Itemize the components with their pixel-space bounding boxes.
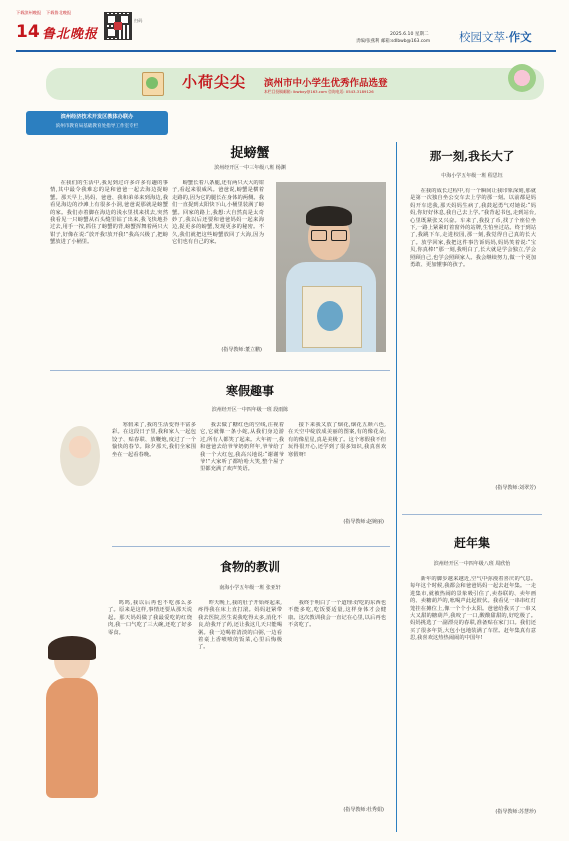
article-body-growup: [410, 188, 536, 480]
banner-subtitle: 滨州市中小学生优秀作品选登: [264, 78, 388, 89]
side-label-line1: 滨州经济技术开发区教体办联办: [60, 114, 134, 120]
banner-title: 小荷尖尖: [182, 73, 247, 91]
teacher-crab: (指导教师:董立鹏): [221, 347, 262, 353]
section-subname: 作文: [508, 30, 532, 44]
divider: [50, 370, 390, 371]
paragraph: 我去做了糖红色的空线,注视着它,它就像一条小蛇,从我们身边游过,所有人都笑了起来。大年初一,我和爸爸去给爷爷奶奶拜年,爷爷给了我一个大红包,我高兴地说:“谢谢爷爷!”大家听了都哈哈大笑,整个屋子里都充满了欢声笑语。: [200, 422, 284, 473]
divider: [112, 546, 390, 547]
student-photo: [276, 182, 386, 352]
article-title-market: 赶年集: [453, 536, 490, 550]
section-name: 校园文萃: [459, 30, 505, 44]
article-body-cold-col3: [288, 422, 386, 512]
article-body-food-col3: [288, 600, 386, 800]
paragraph: 新年的脚步越来越近,空气中弥漫着喜庆的气息。每年这个时候,我都会和爸爸妈妈一起去赶年集。一走进集市,就被热闹的景象吸引住了,卖春联的、卖年画的、卖糖葫芦的,吆喝声此起彼伏。我看见一串串红灯笼挂在摊位上,像一个个小太阳。爸爸给我买了一串又大又甜的糖葫芦,我咬了一口,酸酸甜甜的,好吃极了。妈妈挑选了一副漂亮的春联,准备贴在家门口。我们还买了很多年货,大包小包地装满了车筐。赶年集真有意思,我喜欢这热热闹闹的中国年!: [410, 576, 536, 642]
paragraph: 昨天晚上,我的肚子开始疼起来,疼得我在床上直打滚。妈妈赶紧带我去医院,医生说我吃得太多,消化不良,给我开了药,还让我这几天只能喝粥。我一边喝着清淡的白粥,一边看着桌上香喷喷的饭菜,心里后悔极了。: [198, 600, 282, 651]
book-icon: [142, 72, 164, 96]
glasses-icon: [311, 230, 347, 239]
held-book: [302, 286, 362, 348]
teacher-growup: (指导教师:刘翠芳): [495, 485, 536, 491]
teacher-cold: (指导教师:赵婉丽): [343, 519, 384, 525]
section-title: [459, 29, 532, 45]
children-illustration: [50, 420, 110, 492]
girl-illustration: [40, 640, 104, 824]
divider: [402, 514, 542, 515]
paragraph: 我终于明白了一个道理:好吃的东西也不能多吃,吃饭要适量,这样身体才会健康。这次教训我会一直记在心里,以后再也不贪吃了。: [288, 600, 386, 629]
issue-date: 2025.6.10 星期二: [390, 32, 429, 37]
masthead: [16, 8, 556, 52]
teacher-food: (指导教师:杜秀娟): [343, 807, 384, 813]
download-slogan-bottom: 下载鲁北晚报: [46, 10, 72, 15]
teacher-market: (指导教师:苏慧珍): [495, 809, 536, 815]
article-title-crab: 捉螃蟹: [230, 146, 270, 161]
article-body-crab-col1: [50, 180, 168, 330]
article-byline-growup: 中海小学五年级一班 程思钰: [441, 173, 503, 179]
qr-label: 扫码: [134, 18, 143, 23]
article-body-food-col2: [198, 600, 282, 810]
student-hair: [306, 206, 352, 226]
paragraph: 寒假来了,我的生活变得丰富多彩。在这段日子里,我和家人一起包饺子、贴春联、放鞭炮,度过了一个愉快的春节。除夕那天,我们全家围坐在一起看春晚。: [112, 422, 196, 458]
paragraph: 在我们的生活中,我见到过许多许多有趣的事情,其中最令我难忘的是和爸爸一起去海边捉螃蟹。那天早上,妈妈、爸爸、我和弟弟来到海边,我看见海边的沙滩上有很多小洞,爸爸说那就是螃蟹的家。我们赤着脚在海边的浅水里找来找去,突然我看见一只螃蟹从石头缝里钻了出来,我飞快地扑过去,用手一按,抓住了螃蟹的背,螃蟹挥舞着两只大钳子,好像在说:“放开我!放开我!”我高兴极了,把螃蟹放进了小桶里。: [50, 180, 168, 246]
paragraph: 螃蟹长着八条腿,还有两只大大的钳子,看起来很威风。爸爸说,螃蟹是横着走路的,因为它的腿长在身体的两侧。我们一直捉到太阳快下山,小桶里装满了螃蟹。回家的路上,我想:大自然真是太奇妙了,我以后还要和爸爸妈妈一起来海边,捉更多的螃蟹,发现更多的秘密。不久,我们就把这些螃蟹放回了大海,因为它们也有自己的家。: [172, 180, 264, 246]
article-body-cold-col2: [200, 422, 284, 534]
article-byline-food: 南海小学五年级一班 张亚轩: [219, 585, 281, 591]
article-title-cold: 寒假趣事: [225, 384, 274, 398]
paper-name: 鲁北晚报: [42, 27, 99, 42]
section-separator: ·: [505, 30, 509, 44]
download-slogan-top: 下载滨州晚报: [16, 10, 42, 15]
article-body-market: [410, 576, 536, 804]
lotus-decoration-icon: [508, 64, 536, 92]
article-body-food-col1: [108, 600, 192, 750]
paragraph: 呜呜,我以后再也不吃那么多了。原来是这样,事情还要从那天说起。那天妈妈做了我最爱吃的红烧肉,我一口气吃了三大碗,还吃了好多零食。: [108, 600, 192, 636]
banner-contact: 本栏目投稿邮箱: lbwbxy@163.com 咨询电话: 0543-3189126: [264, 89, 374, 94]
article-title-growup: 那一刻,我长大了: [429, 149, 515, 163]
masthead-rule: [16, 50, 556, 52]
article-body-crab-col2: [172, 180, 264, 330]
editor-info: 责编/张燕利 邮箱:sdlbwb@163.com: [356, 39, 431, 44]
article-body-cold-col1: [112, 422, 196, 522]
article-byline-market: 滨州经开区一中四年级八班 周欣怡: [433, 561, 511, 567]
paragraph: 在我的成长过程中,有一个瞬间让我印象深刻,那就是第一次独自坐公交车去上学的那一刻。以前都是妈妈开车送我,那天妈妈生病了,我鼓起勇气对她说:“妈妈,你好好休息,我自己去上学。”我背起书包,走到站台,心里既紧张又兴奋。车来了,我投了币,找了个座位坐下,一路上紧紧盯着窗外的站牌,生怕坐过站。终于到站了,我跳下车,走进校园,那一刻,我觉得自己真的长大了。放学回家,我把这件事告诉妈妈,妈妈笑着说:“宝贝,你真棒!”那一刻,我明白了,长大就是学会独立,学会照顾自己,也学会照顾家人。我会继续努力,做一个更加勇敢、更加懂事的孩子。: [410, 188, 536, 269]
column-banner: [46, 68, 544, 100]
paragraph: 接下来我又放了烟花,烟花五颜六色,在天空中绽放成美丽的图案,有的像花朵,有的像星星,真是美极了。这个寒假我不但玩得很开心,还学到了很多知识,我真喜欢寒假呀!: [288, 422, 386, 458]
article-byline-cold: 滨州经开区一中四年级一班 段雨陈: [211, 407, 289, 413]
qr-code-icon: [104, 12, 132, 40]
divider: [396, 142, 397, 832]
article-title-food: 食物的教训: [219, 560, 280, 574]
page-number: 14: [16, 22, 40, 42]
side-label-line2: 滨州市教育局基础教育处指导工作室专栏: [55, 124, 139, 129]
banner-side-label: [26, 111, 168, 135]
article-byline-crab: 滨州经开区一中三年级八班 杨渊: [214, 165, 286, 171]
